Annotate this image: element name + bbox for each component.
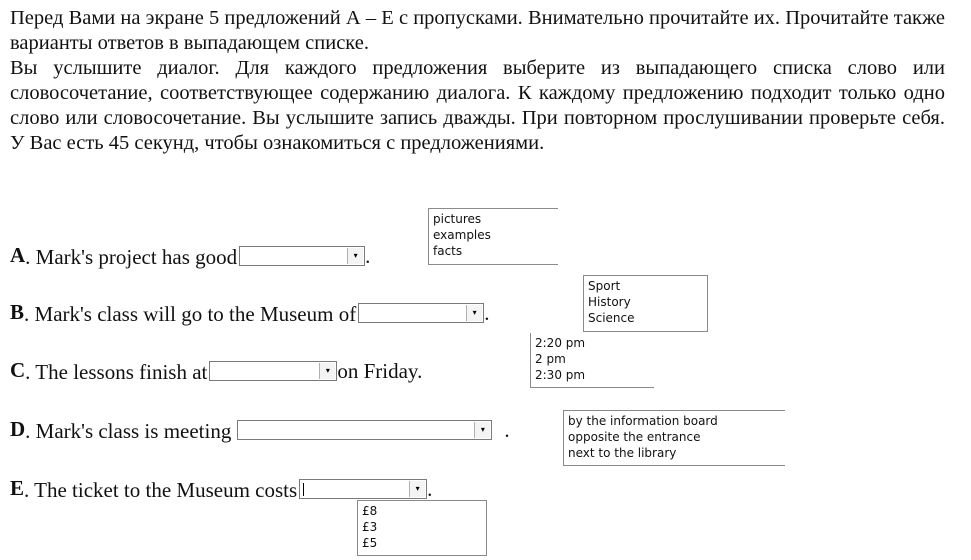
question-text: . Mark's class is meeting (25, 419, 232, 444)
question-letter: A (10, 243, 26, 268)
question-e (10, 474, 432, 503)
question-c (10, 356, 422, 385)
question-suffix: . (484, 301, 490, 326)
chevron-down-icon[interactable]: ▾ (347, 248, 363, 264)
question-suffix: . (427, 477, 433, 502)
instructions-paragraph-2: Вы услышите диалог. Для каждого предложения выберите из выпадающего списка слово или словосочетание, соответствующее содержанию диалога. К каждому предложению подходит только одно слово или словосочетание. Вы услышите запись дважды. При повторном прослушивании проверьте себя. У Вас есть 45 секунд, чтобы ознакомиться с предложениями. (10, 57, 945, 154)
chevron-down-icon[interactable]: ▾ (409, 481, 425, 497)
answer-select-c[interactable] (209, 361, 337, 381)
chevron-down-icon[interactable]: ▾ (466, 305, 482, 321)
option-item[interactable]: opposite the entrance (568, 430, 701, 444)
option-item[interactable]: 2:30 pm (535, 368, 586, 382)
question-text: . The lessons finish at (25, 360, 208, 385)
options-list-c (530, 333, 654, 388)
question-letter: E (10, 476, 25, 501)
option-item[interactable]: £3 (362, 520, 378, 534)
answer-select-a[interactable] (239, 246, 365, 266)
question-letter: C (10, 358, 26, 383)
option-item[interactable]: £5 (362, 536, 378, 550)
question-b (10, 298, 489, 327)
options-list-e (357, 500, 487, 556)
instructions-paragraph-1: Перед Вами на экране 5 предложений А – Е с пропусками. Внимательно прочитайте их. Прочитайте также варианты ответов в выпадающем списке. (10, 7, 945, 54)
text-cursor (303, 483, 304, 496)
option-item[interactable]: facts (433, 244, 463, 258)
option-item[interactable]: 2:20 pm (535, 336, 586, 350)
question-text: . Mark's class will go to the Museum of (24, 302, 357, 327)
option-item[interactable]: £8 (362, 504, 378, 518)
answer-select-b[interactable] (358, 303, 484, 323)
chevron-down-icon[interactable]: ▾ (319, 363, 335, 379)
question-text: . The ticket to the Museum costs (24, 478, 298, 503)
option-item[interactable]: Sport (588, 279, 621, 293)
question-suffix: . (365, 244, 371, 269)
question-letter: D (10, 417, 26, 442)
option-item[interactable]: next to the library (568, 446, 677, 460)
option-item[interactable]: Science (588, 311, 635, 325)
question-text: . Mark's project has good (25, 245, 238, 270)
option-item[interactable]: pictures (433, 212, 482, 226)
question-a (10, 241, 370, 270)
question-suffix: . (504, 418, 510, 443)
options-list-a (428, 208, 558, 265)
option-item[interactable]: 2 pm (535, 352, 566, 366)
instructions (10, 6, 945, 156)
option-item[interactable]: examples (433, 228, 491, 242)
options-list-d (563, 410, 785, 466)
question-letter: B (10, 300, 25, 325)
answer-select-d[interactable] (237, 420, 492, 440)
option-item[interactable]: by the information board (568, 414, 718, 428)
options-list-b (583, 275, 708, 332)
chevron-down-icon[interactable]: ▾ (474, 422, 490, 438)
option-item[interactable]: History (588, 295, 631, 309)
answer-select-e[interactable] (299, 479, 427, 499)
question-d (10, 415, 510, 444)
question-suffix: on Friday. (337, 359, 423, 384)
